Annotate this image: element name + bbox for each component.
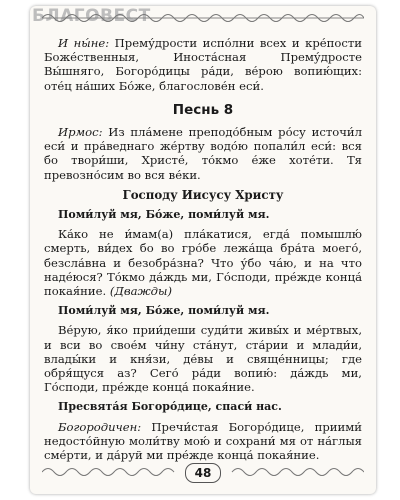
troparion-1 xyxy=(44,227,362,298)
page-content xyxy=(44,36,362,462)
book-page xyxy=(30,6,376,494)
intro-text: Прему́дрости испо́лни всех и кре́пости Боже́ственныя, Иноста́сная Прему́дросте Вы́шняго, Богоро́дицы ра́ди, ве́рою вопию́щих: оте́ц на́ших Бо́же, благослове́н еси́. xyxy=(44,36,362,93)
watermark: БЛАГОВЕСТ xyxy=(32,6,151,26)
troparion-2: Ве́рую, я́ко прии́деши суди́ти живы́х и ме́ртвых, и вси во свое́м чи́ну ста́нут, ста́рии и млади́и, влады́ки и кня́зи, де́вы и свяще́нницы; где обря́щуся аз? Сего́ ра́ди вопию́: да́ждь ми, Го́споди, пре́жде конца́ покая́ние. xyxy=(44,323,362,395)
top-ornament xyxy=(42,10,364,26)
irmos-text: Из пла́мене преподо́бным ро́су источи́л еси́ и пра́веднаго же́ртву водо́ю попали́л еси́: вся бо твори́ши, Христе́, то́кмо е́же хоте́ти. Тя превозно́сим во вся ве́ки. xyxy=(44,125,362,182)
refrain-1: Поми́луй мя, Бо́же, поми́луй мя. xyxy=(58,208,270,222)
ode-title: Песнь 8 xyxy=(172,101,234,118)
theotokion-lead: Богородичен: xyxy=(58,419,142,434)
irmos-paragraph xyxy=(44,125,362,182)
page-number: 48 xyxy=(185,463,221,483)
section-title: Господу Иисусу Христу xyxy=(122,187,284,202)
troparion-1-text: Ка́ко не и́мам(а) пла́катися, егда́ помышлю́ смерть, ви́дех бо во гро́бе лежа́ща бра́та моего́, безсла́вна и безобра́зна? Что у́бо ча́ю, и на что наде́юся? То́кмо да́ждь ми, Го́споди, пре́жде конца́ покая́ние. xyxy=(44,227,362,299)
intro-paragraph xyxy=(44,36,362,93)
refrain-2: Поми́луй мя, Бо́же, поми́луй мя. xyxy=(58,304,270,318)
irmos-lead: Ирмос: xyxy=(58,125,103,140)
intro-lead: И ны́не: xyxy=(58,36,110,50)
theotokion-paragraph xyxy=(44,420,362,463)
troparion-1-note: (Дважды) xyxy=(109,284,172,299)
refrain-3: Пресвята́я Богоро́дице, спаси́ нас. xyxy=(58,400,282,414)
theotokion-text: Пречи́стая Богоро́дице, приими́ недосто́йную моли́тву мою́ и сохрани́ мя от на́глыя сме́рти, и да́руй ми пре́жде конца́ покая́ние. xyxy=(44,419,362,463)
